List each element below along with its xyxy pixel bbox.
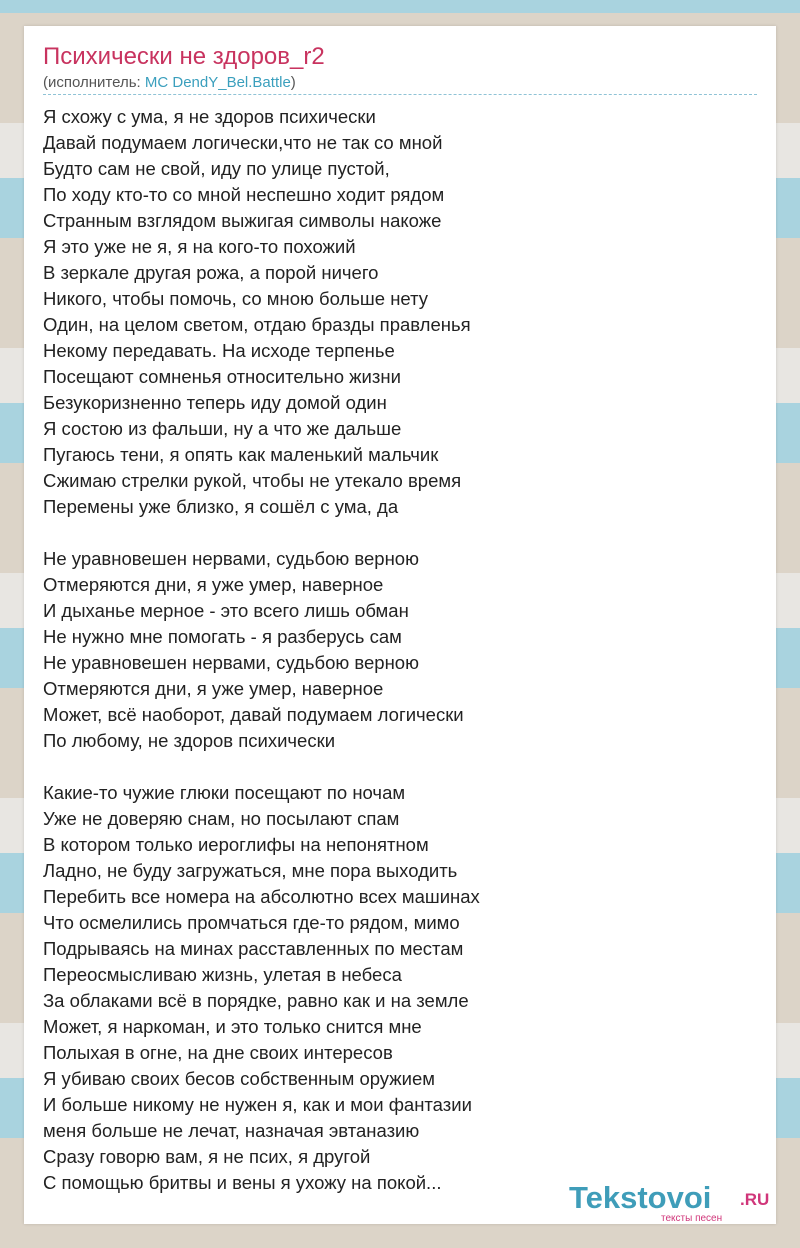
lyric-line: В котором только иероглифы на непонятном (43, 834, 429, 855)
lyric-line: Странным взглядом выжигая символы накоже (43, 210, 442, 231)
lyric-line: Перемены уже близко, я сошёл с ума, да (43, 496, 399, 517)
lyric-line: Не уравновешен нервами, судьбою верною (43, 548, 419, 569)
lyric-line: Ладно, не буду загружаться, мне пора выходить (43, 860, 458, 881)
lyric-line: Сжимаю стрелки рукой, чтобы не утекало время (43, 470, 462, 491)
artist-suffix: ) (290, 74, 296, 91)
lyric-line: Подрываясь на минах расставленных по местам (43, 938, 464, 959)
stanza-1 (43, 104, 763, 520)
lyric-line: По ходу кто-то со мной неспешно ходит рядом (43, 184, 445, 205)
artist-prefix: (исполнитель: (43, 74, 145, 91)
lyric-line: Может, я наркоман, и это только снится мне (43, 1016, 422, 1037)
lyrics-card (24, 26, 776, 1224)
stanza-3 (43, 780, 763, 1196)
lyric-line: Отмеряются дни, я уже умер, наверное (43, 574, 384, 595)
lyric-line: Никого, чтобы помочь, со мною больше нету (43, 288, 429, 309)
logo-tagline: тексты песен (661, 1213, 723, 1224)
stanza-gap (43, 754, 763, 780)
lyric-line: Отмеряются дни, я уже умер, наверное (43, 678, 384, 699)
lyric-line: Уже не доверяю снам, но посылают спам (43, 808, 400, 829)
lyric-line: С помощью бритвы и вены я ухожу на покой... (43, 1172, 442, 1193)
lyric-line: Сразу говорю вам, я не псих, я другой (43, 1146, 371, 1167)
lyric-line: Пугаюсь тени, я опять как маленький мальчик (43, 444, 439, 465)
lyric-line: Давай подумаем логически,что не так со мной (43, 132, 443, 153)
site-logo[interactable] (569, 1182, 779, 1222)
lyrics-body (43, 104, 763, 1196)
lyric-line: По любому, не здоров психически (43, 730, 336, 751)
stanza-gap (43, 520, 763, 546)
logo-domain: .RU (740, 1190, 770, 1209)
song-title: Психически не здоров_r2 (43, 43, 325, 70)
lyric-line: Перебить все номера на абсолютно всех машинах (43, 886, 480, 907)
lyric-line: Что осмелились промчаться где-то рядом, мимо (43, 912, 460, 933)
lyric-line: меня больше не лечат, назначая эвтаназию (43, 1120, 420, 1141)
artist-line (43, 74, 296, 92)
lyric-line: Полыхая в огне, на дне своих интересов (43, 1042, 393, 1063)
divider (43, 94, 757, 95)
artist-link[interactable]: MC DendY_Bel.Battle (144, 74, 291, 91)
lyric-line: Будто сам не свой, иду по улице пустой, (43, 158, 390, 179)
lyric-line: И больше никому не нужен я, как и мои фантазии (43, 1094, 472, 1115)
lyric-line: Переосмысливаю жизнь, улетая в небеса (43, 964, 402, 985)
lyric-line: Безукоризненно теперь иду домой один (43, 392, 387, 413)
lyric-line: Я состою из фальши, ну а что же дальше (43, 418, 402, 439)
lyric-line: Некому передавать. На исходе терпенье (43, 340, 395, 361)
lyric-line: За облаками всё в порядке, равно как и на земле (43, 990, 469, 1011)
lyric-line: Посещают сомненья относительно жизни (43, 366, 401, 387)
lyric-line: Какие-то чужие глюки посещают по ночам (43, 782, 406, 803)
lyric-line: Не уравновешен нервами, судьбою верною (43, 652, 419, 673)
stanza-2 (43, 546, 763, 754)
lyric-line: Я это уже не я, я на кого-то похожий (43, 236, 356, 257)
lyric-line: Один, на целом светом, отдаю бразды правленья (43, 314, 471, 335)
lyric-line: Я убиваю своих бесов собственным оружием (43, 1068, 435, 1089)
lyric-line: Не нужно мне помогать - я разберусь сам (43, 626, 402, 647)
lyric-line: И дыханье мерное - это всего лишь обман (43, 600, 409, 621)
logo-wordmark: Tekstovoi (569, 1180, 712, 1215)
lyric-line: В зеркале другая рожа, а порой ничего (43, 262, 379, 283)
lyric-line: Может, всё наоборот, давай подумаем логически (43, 704, 464, 725)
lyric-line: Я схожу с ума, я не здоров психически (43, 106, 376, 127)
